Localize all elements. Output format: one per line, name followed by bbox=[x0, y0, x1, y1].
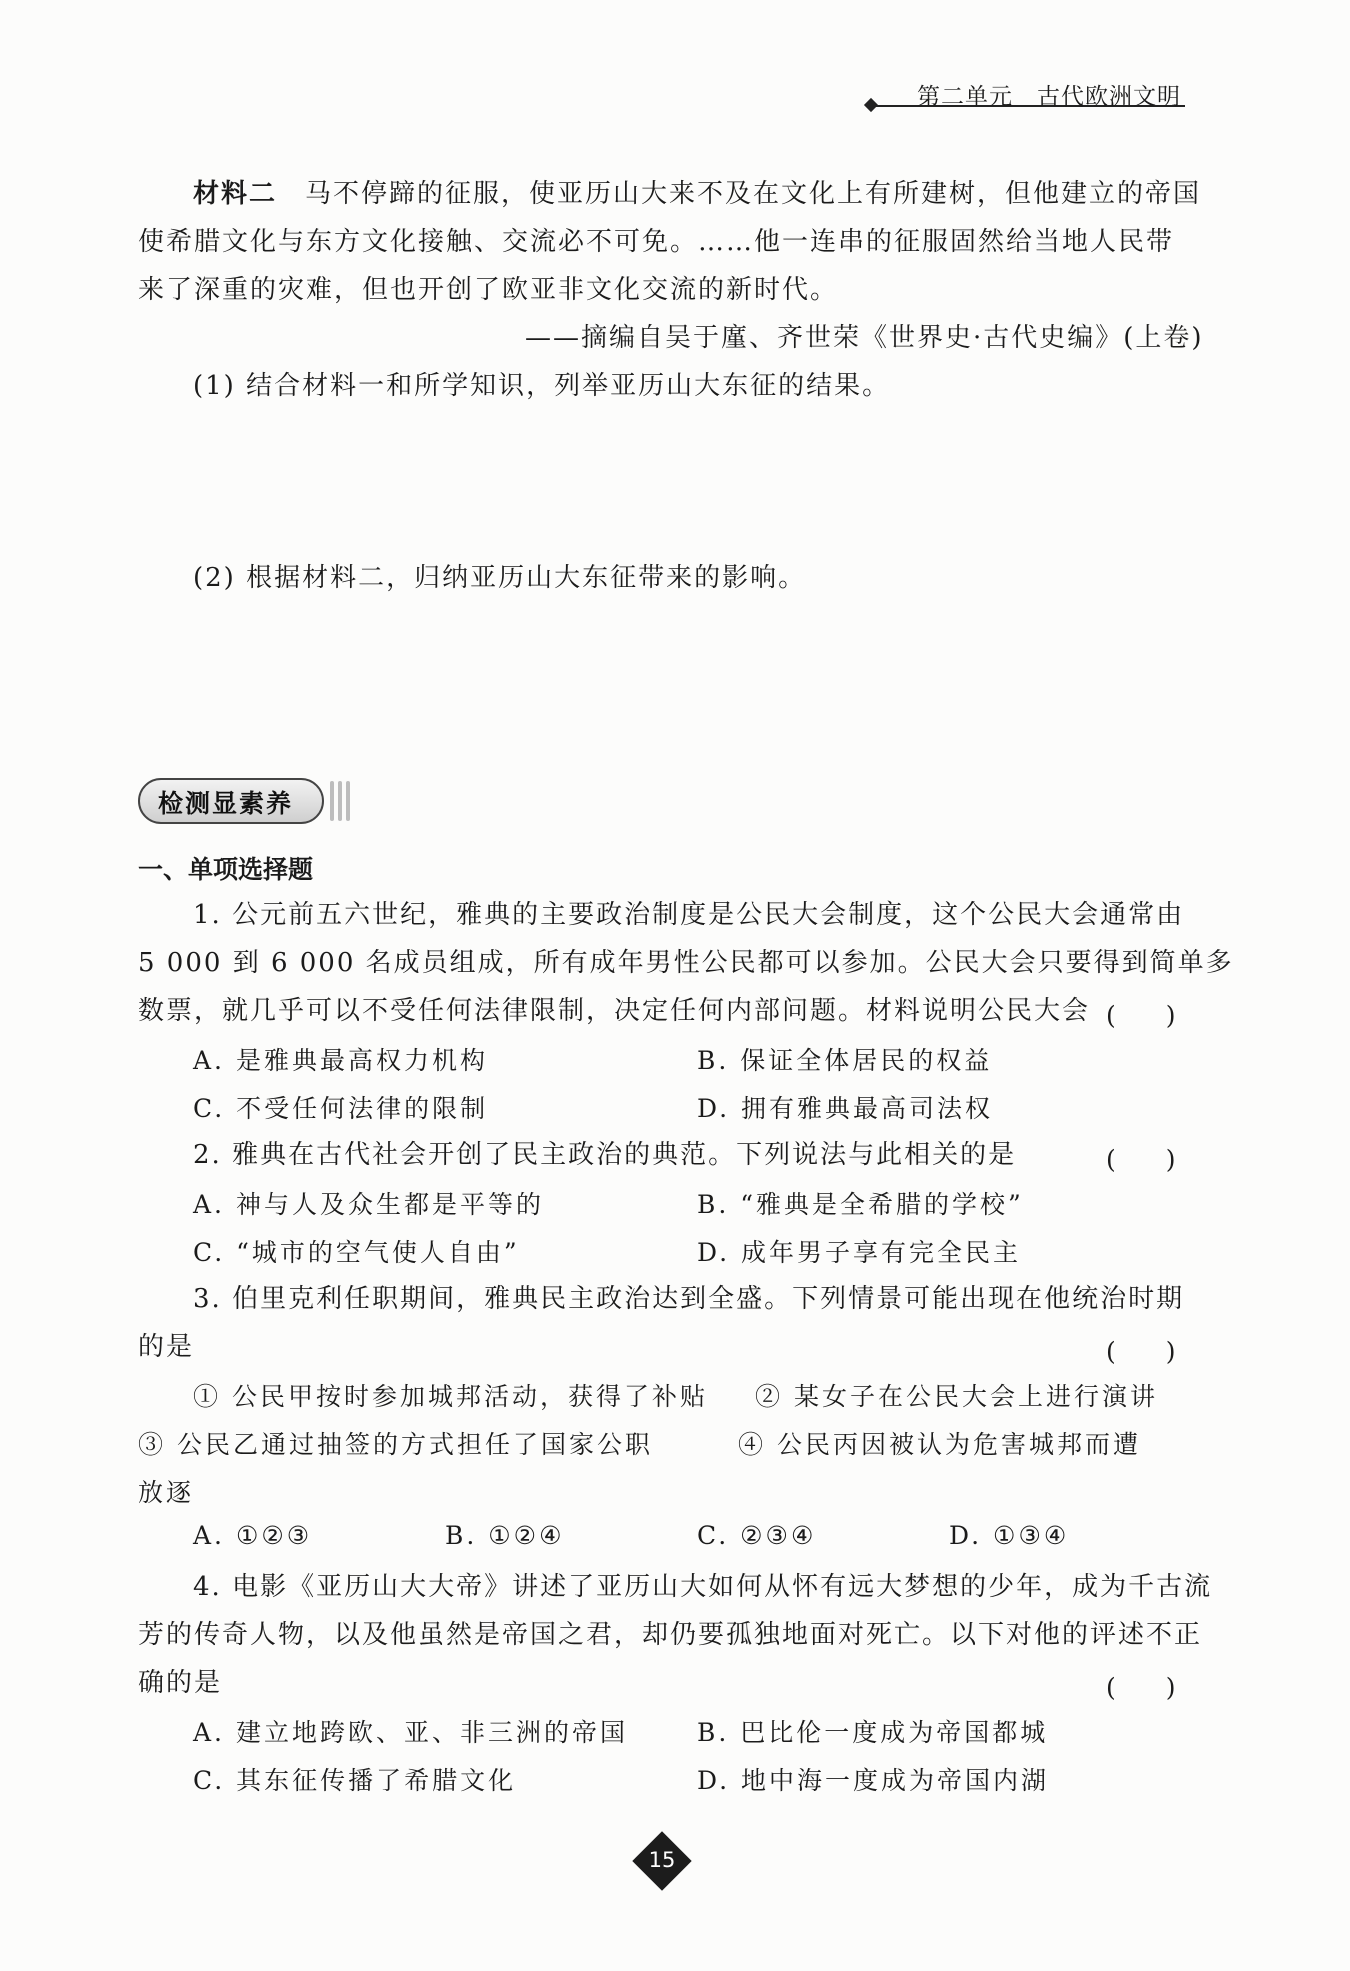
q4-option-a: A. 建立地跨欧、亚、非三洲的帝国 bbox=[193, 1718, 628, 1747]
q4-line2: 芳的传奇人物，以及他虽然是帝国之君，却仍要孤独地面对死亡。以下对他的评述不正 bbox=[138, 1620, 1203, 1650]
q3-item-1: ① 公民甲按时参加城邦活动，获得了补贴 bbox=[193, 1382, 708, 1411]
material-question-2: (2) 根据材料二，归纳亚历山大东征带来的影响。 bbox=[193, 563, 807, 593]
q2-line1: 2. 雅典在古代社会开创了民主政治的典范。下列说法与此相关的是 bbox=[193, 1140, 1017, 1170]
q3-answer-paren: ( ) bbox=[1106, 1337, 1176, 1366]
section-heading: 一、单项选择题 bbox=[138, 855, 314, 884]
q1-option-c: C. 不受任何法律的限制 bbox=[193, 1094, 489, 1123]
q4-option-b: B. 巴比伦一度成为帝国都城 bbox=[697, 1718, 1049, 1747]
unit-title: 第二单元 古代欧洲文明 bbox=[917, 84, 1181, 110]
q3-item-4: ④ 公民丙因被认为危害城邦而遭 bbox=[738, 1430, 1141, 1459]
q1-line2: 5 000 到 6 000 名成员组成，所有成年男性公民都可以参加。公民大会只要得到简单多 bbox=[138, 948, 1234, 978]
page-number: 15 bbox=[648, 1848, 676, 1872]
q1-option-d: D. 拥有雅典最高司法权 bbox=[697, 1094, 994, 1123]
q1-line3: 数票，就几乎可以不受任何法律限制，决定任何内部问题。材料说明公民大会 bbox=[138, 996, 1091, 1026]
q2-option-c: C. “城市的空气使人自由” bbox=[193, 1238, 520, 1267]
q3-line1: 3. 伯里克利任职期间，雅典民主政治达到全盛。下列情景可能出现在他统治时期 bbox=[193, 1284, 1185, 1314]
q1-option-b: B. 保证全体居民的权益 bbox=[697, 1046, 993, 1075]
q4-option-d: D. 地中海一度成为帝国内湖 bbox=[697, 1766, 1050, 1795]
q2-option-b: B. “雅典是全希腊的学校” bbox=[697, 1190, 1024, 1219]
q2-option-a: A. 神与人及众生都是平等的 bbox=[193, 1190, 544, 1219]
q3-option-b: B. ①②④ bbox=[445, 1521, 565, 1550]
q4-line3: 确的是 bbox=[138, 1668, 223, 1698]
q3-option-c: C. ②③④ bbox=[697, 1521, 817, 1550]
q3-item-3: ③ 公民乙通过抽签的方式担任了国家公职 bbox=[138, 1430, 653, 1459]
q2-answer-paren: ( ) bbox=[1106, 1145, 1176, 1174]
material2-line2: 使希腊文化与东方文化接触、交流必不可免。……他一连串的征服固然给当地人民带 bbox=[138, 227, 1175, 257]
q3-line2: 的是 bbox=[138, 1332, 195, 1362]
material2-source: ——摘编自吴于廑、齐世荣《世界史·古代史编》(上卷) bbox=[525, 323, 1204, 353]
material2-line1 bbox=[193, 170, 1201, 218]
material2-line3: 来了深重的灾难，但也开创了欧亚非文化交流的新时代。 bbox=[138, 275, 839, 305]
section-banner-label: 检测显素养 bbox=[158, 789, 294, 818]
q3-option-d: D. ①③④ bbox=[949, 1521, 1070, 1550]
material2-line1-text: 马不停蹄的征服，使亚历山大来不及在文化上有所建树，但他建立的帝国 bbox=[305, 179, 1202, 209]
q1-answer-paren: ( ) bbox=[1106, 1001, 1176, 1030]
q3-item-4-cont: 放逐 bbox=[138, 1478, 195, 1507]
material2-label: 材料二 bbox=[193, 179, 278, 209]
q2-option-d: D. 成年男子享有完全民主 bbox=[697, 1238, 1022, 1267]
q4-option-c: C. 其东征传播了希腊文化 bbox=[193, 1766, 517, 1795]
q3-option-a: A. ①②③ bbox=[193, 1521, 313, 1550]
material-question-1: (1) 结合材料一和所学知识，列举亚历山大东征的结果。 bbox=[193, 371, 891, 401]
q1-line1: 1. 公元前五六世纪，雅典的主要政治制度是公民大会制度，这个公民大会通常由 bbox=[193, 900, 1185, 930]
q3-item-2: ② 某女子在公民大会上进行演讲 bbox=[755, 1382, 1158, 1411]
q1-option-a: A. 是雅典最高权力机构 bbox=[193, 1046, 488, 1075]
section-banner bbox=[138, 778, 350, 824]
q4-line1: 4. 电影《亚历山大大帝》讲述了亚历山大如何从怀有远大梦想的少年，成为千古流 bbox=[193, 1572, 1213, 1602]
q4-answer-paren: ( ) bbox=[1106, 1673, 1176, 1702]
